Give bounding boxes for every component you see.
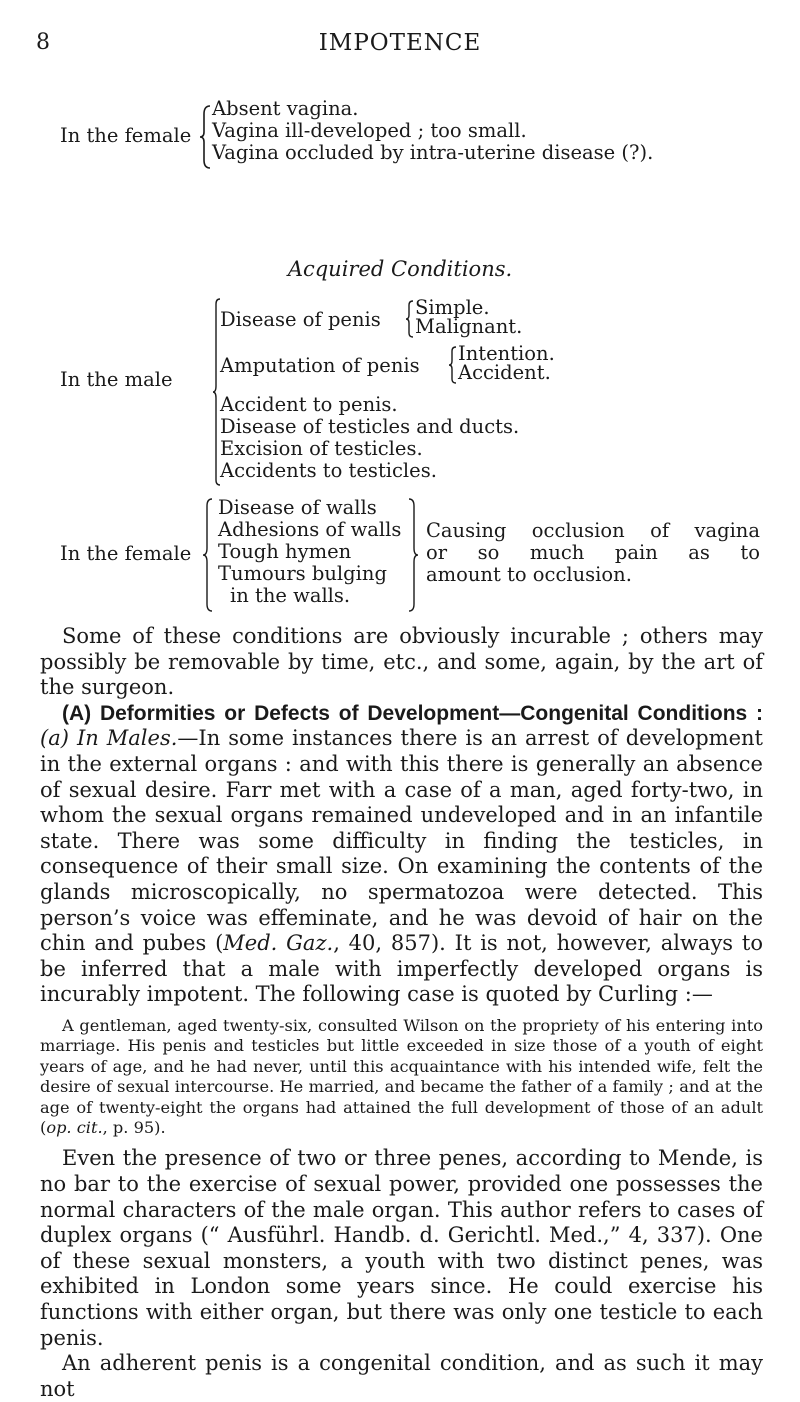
list-item: Simple. <box>415 296 490 319</box>
list-item-text: Tumours bulging <box>218 562 387 585</box>
amputation-label: Amputation of penis <box>220 354 420 377</box>
list-item: Intention. <box>458 342 555 365</box>
congenital-female-block <box>60 97 760 172</box>
page-header <box>36 30 764 70</box>
quote-paragraph <box>40 1016 763 1138</box>
male-label: In the male <box>60 368 173 391</box>
quote-text: A gentleman, aged twenty-six, consulted Wilson on the propriety of his entering into marriage. His penis and testicles but little exceeded in size those of a youth of eight years of age, and he had never, until this acquaintance with his intended wife, felt the desire of sexual intercourse. He married, and became the father of a family ; and at the age of twenty-eight the organs had attained the full development of those of an adult ( <box>40 1015 763 1137</box>
penis-disease-label: Disease of penis <box>220 308 381 331</box>
right-brace-icon <box>408 498 418 612</box>
left-brace-icon <box>203 498 213 612</box>
paragraph-text: —In some instances there is an arrest of development in the external organs : and with this there is generally an absence of sexual desire. Farr met with a case of a man, aged forty-two, in whom the sexual organs remained undeveloped and in an infantile state. There was some difficulty in finding the testicles, in consequence of their small size. On examining the contents of the glands microscopically, no spermatozoa were detected. This person’s voice was effeminate, and he was devoid of hair on the chin and pubes ( <box>40 726 763 956</box>
list-item: Disease of walls <box>218 496 377 519</box>
list-item: in the walls. <box>230 584 351 607</box>
paragraph-text: , 40, 857). It is not, however, always to be inferred that a male with imperfectly developed organs is incurably impotent. The following case is quoted by Curling :— <box>40 931 763 1007</box>
acquired-female-block <box>60 496 760 616</box>
left-brace-icon <box>406 300 414 338</box>
paragraph: An adherent penis is a congenital condition, and as such it may not <box>40 1351 763 1401</box>
left-brace-icon <box>200 104 212 170</box>
running-title: IMPOTENCE <box>318 30 482 56</box>
list-item: Malignant. <box>415 315 523 338</box>
list-item: Accidents to testicles. <box>220 459 437 482</box>
paragraph: Even the presence of two or three penes, according to Mende, is no bar to the exercise of sexual power, provided one possesses the normal characters of the male organ. This author refers to cases of duplex organs (“ Ausführl. Handb. d. Gerichtl. Med.,” 4, 337). One of these sexual monsters, a youth with two distinct penes, was exhibited in London some years since. He could exercise his functions with either organ, but there was only one testicle to each penis. <box>40 1146 763 1350</box>
list-item: Tough hymen <box>218 540 352 563</box>
left-brace-icon <box>449 346 457 384</box>
section-heading: (A) Deformities or Defects of Development—Congenital Conditions : <box>62 701 763 725</box>
section-title: Acquired Conditions. <box>287 257 513 281</box>
list-item: Accident. <box>458 361 551 384</box>
list-item: Adhesions of walls <box>218 518 402 541</box>
paragraph: Some of these conditions are obviously incurable ; others may possibly be removable by time, etc., and some, again, by the art of the surgeon. <box>40 624 763 700</box>
list-item: Absent vagina. <box>212 97 359 120</box>
list-item: Accident to penis. <box>220 393 398 416</box>
female-label: In the female <box>60 124 192 147</box>
female-label: In the female <box>60 542 192 565</box>
list-item: Vagina ill-developed ; too small. <box>212 119 527 142</box>
list-item: Excision of testicles. <box>220 437 423 460</box>
result-line: Causing occlusion of vagina <box>426 519 760 542</box>
quote-text: , p. 95). <box>102 1117 166 1137</box>
list-item <box>218 562 402 584</box>
acquired-male-block <box>60 298 760 488</box>
subsection-title: In Males. <box>76 726 178 751</box>
body-text <box>40 624 763 1402</box>
list-item: Vagina occluded by intra-uterine disease (?). <box>212 141 654 164</box>
citation: Med. Gaz. <box>223 931 334 956</box>
subsection-marker: (a) <box>40 726 69 751</box>
citation: op. cit. <box>46 1117 103 1137</box>
list-item: Disease of testicles and ducts. <box>220 415 520 438</box>
paragraph <box>40 701 763 1008</box>
page-number: 8 <box>36 30 50 55</box>
result-line: or so much pain as to <box>426 541 760 564</box>
result-line: amount to occlusion. <box>426 563 632 586</box>
